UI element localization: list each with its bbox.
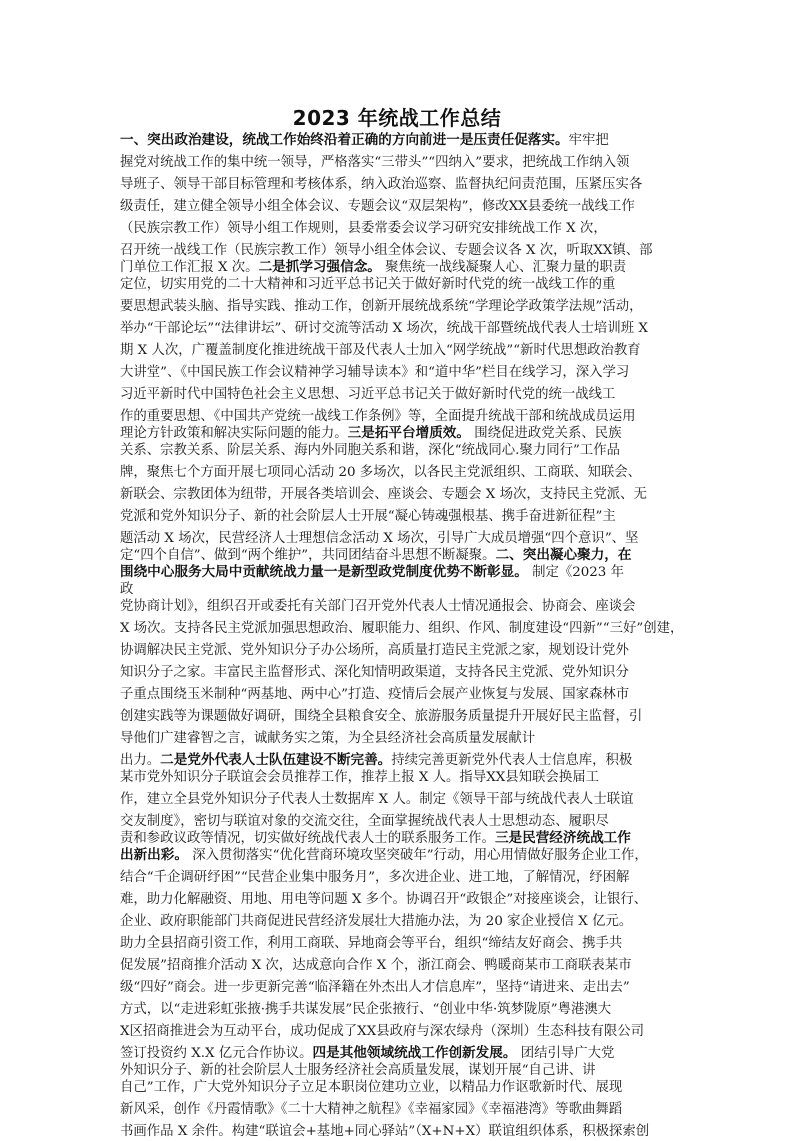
text-line — [120, 708, 642, 726]
text-run: 召开统一战线工作（民族宗教工作）领导小组全体会议、专题会议各 X 次，听取XX镇、部 — [120, 243, 653, 258]
text-run: 理论方针政策和解决实际问题的能力。 — [120, 426, 348, 441]
text-run: 大讲堂”、《中国民族工作会议精神学习辅导读本》和“道中华”栏目在线学习，深入学习 — [120, 365, 630, 380]
bold-heading-run: 三是民营经济统战工作 — [494, 830, 631, 846]
text-run: 围绕促进政党关系、民族 — [469, 426, 622, 441]
text-run: 题活动 X 场次，民营经济人士理想信念活动 X 场次，引导广大成员增强“四个意识”、坚 — [120, 531, 639, 546]
text-run: 书画作品 X 余件。构建“联谊会+基地+同心驿站”（X+N+X）联谊组织体系，积极探索创 — [120, 1124, 650, 1139]
text-run: 持续完善更新党外代表人士信息库，积极 — [391, 753, 633, 768]
text-run: 协调解决民主党派、党外知识分子办公场所，高质量打造民主党派之家，规划设计党外 — [120, 643, 629, 658]
text-run: 难，助力化解融资、用地、用电等问题 X 多个。协调召开“政银企”对接座谈会，让银行、 — [120, 892, 648, 907]
text-run: 企业、政府职能部门共商促进民营经济发展壮大措施办法，为 20 家企业授信 X 亿元。 — [120, 914, 633, 929]
text-run: 出力。 — [120, 753, 161, 768]
text-run: （民族宗教工作）领导小组工作规则，县委常委会议学习研究安排统战工作 X 次， — [120, 221, 607, 236]
text-run: 某市党外知识分子联谊会会员推荐工作，推荐上报 X 人。指导XX县知联会换届工 — [120, 770, 600, 785]
text-run: 牢牢把 — [568, 133, 609, 148]
text-run: 外知识分子、新的社会阶层人士服务经济社会高质量发展，谋划开展“自己讲、讲 — [120, 1063, 596, 1078]
text-line — [120, 154, 629, 172]
text-run: 交友制度》，密切与联谊对象的交流交往，全面掌握统战代表人士思想动态、履职尽 — [120, 814, 609, 829]
text-run: 握党对统战工作的集中统一领导，严格落实“三带头”“四纳入”要求，把统战工作纳入领 — [120, 155, 630, 170]
bold-heading-run: 一、突出政治建设，统战工作始终沿着正确的方向前进一是压责任促落实。 — [120, 132, 569, 148]
text-run: 举办“干部论坛”“法律讲坛”、研讨交流等活动 X 场次，统战干部暨统战代表人士培训班 X — [120, 321, 648, 336]
text-line — [120, 425, 622, 443]
text-line — [120, 530, 638, 548]
text-line — [120, 464, 641, 482]
bold-heading-run: 出新出彩。 — [120, 847, 188, 863]
text-run: 新风采，创作《丹霞情歌》《二十大精神之航程》《幸福家园》《幸福港湾》等歌曲舞蹈 — [120, 1102, 623, 1117]
text-line — [120, 752, 632, 770]
text-line — [120, 1045, 614, 1063]
text-run: 深入贯彻落实“优化营商环境攻坚突破年”行动，用心用情做好服务企业工作， — [187, 848, 648, 863]
bold-heading-run: 围绕中心服务大局中贡献统战力量一是新型政党制度优势不断彰显。 — [120, 564, 528, 580]
text-run: 期 X 人次，广覆盖制度化推进统战干部及代表人士加入“网学统战”“新时代思想政治教育 — [120, 343, 641, 358]
text-line — [120, 791, 634, 809]
text-line — [120, 730, 535, 748]
text-line — [120, 386, 615, 404]
bold-heading-run: 二是党外代表人士队伍建设不断完善。 — [160, 752, 392, 768]
text-line — [120, 132, 609, 150]
text-run: 子重点围绕玉米制种“两基地、两中心”打造、疫情后会展产业恢复与发展、国家森林市 — [120, 687, 630, 702]
text-line — [120, 935, 622, 953]
text-run: 党派和党外知识分子、新的社会阶层人士开展“凝心铸魂强根基、携手奋进新征程”主 — [120, 509, 616, 524]
text-run: 签订投资约 X.X 亿元合作协议。 — [120, 1046, 313, 1061]
text-line — [120, 564, 624, 582]
text-run: 级“四好”商会。进一步更新完善“临泽籍在外杰出人才信息库”，坚持“请进来、走出去” — [120, 980, 630, 995]
bold-heading-run: 二是抓学习强信念。 — [258, 259, 381, 275]
text-line — [120, 813, 609, 831]
text-run: 方式，以“走进彩虹张掖·携手共谋发展”民企张掖行、“创业中华·筑梦陇原”粤港澳大 — [120, 1002, 612, 1017]
text-line — [120, 342, 641, 360]
text-run: 级责任，建立健全领导小组全体会议、专题会议“双层架构”，修改XX县委统一战线工作 — [120, 199, 635, 214]
text-line — [120, 198, 635, 216]
text-run: 团结引导广大党 — [516, 1046, 615, 1061]
text-run: 促发展”招商推介活动 X 次，达成意向合作 X 个，浙江商会、鸭暖商某市工商联表某市 — [120, 958, 632, 973]
text-run: 导他们广建睿智之言，诚献务实之策，为全县经济社会高质量发展献计 — [120, 731, 536, 746]
text-line — [120, 320, 648, 338]
text-run: 助力全县招商引资工作，利用工商联、异地商会等平台，组织“缔结友好商会、携手共 — [120, 936, 623, 951]
text-line — [120, 1101, 622, 1119]
text-run: 牌，聚焦七个方面开展七项同心活动 20 多场次，以各民主党派组织、工商联、知联会、 — [120, 465, 642, 480]
text-line — [120, 891, 647, 909]
text-run: 习近平新时代中国特色社会主义思想、习近平总书记关于做好新时代党的统一战线工 — [120, 387, 616, 402]
text-line — [120, 957, 632, 975]
text-line — [120, 1123, 649, 1141]
text-run: 政 — [120, 582, 134, 597]
text-run: 自己”工作，广大党外知识分子立足本职岗位建功立业，以精品力作讴歌新时代、展现 — [120, 1080, 623, 1095]
text-run: 新联会、宗教团体为纽带，开展各类培训会、座谈会、专题会 X 场次，支持民主党派、无 — [120, 487, 647, 502]
text-run: 关系、宗教关系、阶层关系、海内外同胞关系和谐，深化“统战同心.聚力同行”工作品 — [120, 443, 621, 458]
text-line — [120, 686, 629, 704]
text-run: 结合“千企调研纾困”“民营企业集中服务月”，多次进企业、进工地，了解情况，纾困解 — [120, 870, 630, 885]
text-line — [120, 913, 632, 931]
text-line — [120, 847, 648, 865]
text-run: 作，建立全县党外知识分子代表人士数据库 X 人。制定《领导干部与统战代表人士联谊 — [120, 792, 634, 807]
text-line — [120, 176, 642, 194]
text-run: 责和参政议政等情况，切实做好统战代表人士的联系服务工作。 — [120, 831, 495, 846]
text-run: X 场次。支持各民主党派加强思想政治、履职能力、组织、作风、制度建设“四新”“三好”创建， — [120, 621, 684, 636]
text-run: 聚焦统一战线凝聚人心、汇聚力量的职责 — [380, 260, 627, 275]
text-line — [120, 869, 629, 887]
text-run: 要思想武装头脑、指导实践、推动工作，创新开展统战系统“学理论学政策学法规”活动， — [120, 299, 643, 314]
text-line — [120, 642, 629, 660]
text-run: 定“四个自信”、做到“两个维护”，共同团结奋斗思想不断凝聚。 — [120, 548, 496, 563]
text-line — [120, 220, 607, 238]
text-line — [120, 598, 636, 616]
text-line — [120, 408, 636, 426]
bold-heading-run: 四是其他领域统战工作创新发展。 — [312, 1045, 517, 1061]
text-line — [120, 979, 630, 997]
text-line — [120, 486, 647, 504]
text-line — [120, 259, 626, 277]
text-line — [120, 620, 683, 638]
text-line — [120, 1062, 596, 1080]
bold-heading-run: 三是拓平台增质效。 — [347, 425, 470, 441]
text-line — [120, 1001, 611, 1019]
text-line — [120, 830, 631, 848]
text-line — [120, 298, 643, 316]
text-run: 门单位工作汇报 X 次。 — [120, 260, 259, 275]
text-run: 知识分子之家。丰富民主监督形式、深化知情明政渠道，支持各民主党派、党外知识分 — [120, 665, 629, 680]
text-line — [120, 664, 629, 682]
text-line — [120, 508, 616, 526]
text-line — [120, 442, 620, 460]
text-run: 作的重要思想、《中国共产党统一战线工作条例》等，全面提升统战干部和统战成员运用 — [120, 409, 636, 424]
text-line — [120, 581, 133, 599]
text-run: 制定《2023 年 — [527, 565, 624, 580]
text-run: 导班子、领导干部目标管理和考核体系，纳入政治巡察、监督执纪问责范围，压紧压实各 — [120, 177, 643, 192]
bold-heading-run: 二、突出凝心聚力，在 — [495, 547, 632, 563]
text-line — [120, 364, 629, 382]
text-line — [120, 1079, 622, 1097]
text-line — [120, 769, 599, 787]
text-line — [120, 242, 653, 260]
text-run: 党协商计划》，组织召开或委托有关部门召开党外代表人士情况通报会、协商会、座谈会 — [120, 599, 636, 614]
text-run: X区招商推进会为互动平台，成功促成了XX县政府与深农绿舟（深圳）生态科技有限公司 — [120, 1024, 645, 1039]
text-line — [120, 547, 631, 565]
document-title: 2023 年统战工作总结 — [292, 106, 502, 130]
text-line — [120, 1023, 644, 1041]
text-run: 创建实践等为课题做好调研，围绕全县粮食安全、旅游服务质量提升开展好民主监督，引 — [120, 709, 643, 724]
text-line — [120, 276, 615, 294]
text-run: 定位，切实用党的二十大精神和习近平总书记关于做好新时代党的统一战线工作的重 — [120, 277, 616, 292]
